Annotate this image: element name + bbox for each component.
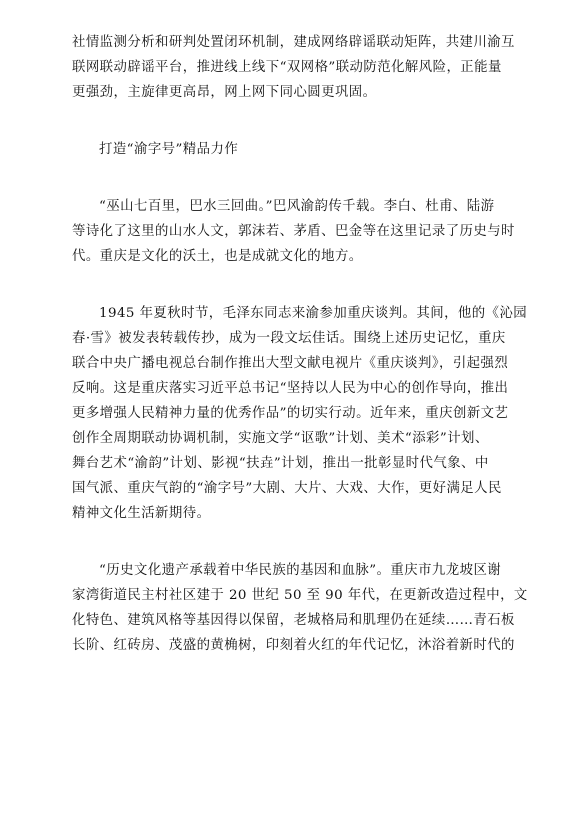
text-line: 更多增强人民精神力量的优秀作品”的切实行动。近年来，重庆创新文艺 [72,406,509,421]
article-body [72,30,528,658]
text-line: 1945 年夏秋时节，毛泽东同志来渝参加重庆谈判。其间，他的《沁园 [99,306,528,321]
text-line: “巫山七百里，巴水三回曲。”巴风渝韵传千载。李白、杜甫、陆游 [99,199,495,214]
text-line: 等诗化了这里的山水人文，郭沫若、茅盾、巴金等在这里记录了历史与时 [72,224,515,239]
section-heading [72,137,512,162]
paragraph-spacer [72,526,512,558]
text-line: 长阶、红砖房、茂盛的黄桷树，印刻着火红的年代记忆，沐浴着新时代的 [72,638,515,653]
paragraph-chongqing-negotiation [72,301,528,526]
text-line: 社情监测分析和研判处置闭环机制，建成网络辟谣联动矩阵，共建川渝互 [72,35,515,50]
paragraph-spacer [72,105,512,137]
paragraph-heritage [72,558,528,658]
text-line: 化特色、建筑风格等基因得以保留，老城格局和肌理仍在延续……青石板 [72,613,515,628]
text-line: 联合中央广播电视总台制作推出大型文献电视片《重庆谈判》，引起强烈 [72,356,509,371]
paragraph-spacer [72,162,512,194]
text-line: 创作全周期联动协调机制，实施文学“讴歌”计划、美术“添彩”计划、 [72,431,489,446]
text-line: 舞台艺术“渝韵”计划、影视“扶垚”计划，推出一批彰显时代气象、中 [72,456,489,471]
text-line: 代。重庆是文化的沃土，也是成就文化的地方。 [72,249,363,264]
heading-text: 打造“渝字号”精品力作 [99,142,239,157]
paragraph-spacer [72,269,512,301]
text-line: 国气派、重庆气韵的“渝字号”大剧、大片、大戏、大作，更好满足人民 [72,481,502,496]
text-line: 家湾街道民主村社区建于 20 世纪 50 至 90 年代，在更新改造过程中，文 [72,588,528,603]
paragraph-bashu-culture [72,194,515,269]
text-line: 春·雪》被发表转载传抄，成为一段文坛佳话。围绕上述历史记忆，重庆 [72,331,506,346]
text-line: 联网联动辟谣平台，推进线上线下“双网格”联动防范化解风险，正能量 [72,60,502,75]
paragraph-continuation [72,30,515,105]
text-line: “历史文化遗产承载着中华民族的基因和血脉”。重庆市九龙坡区谢 [99,563,502,578]
text-line: 反响。这是重庆落实习近平总书记“坚持以人民为中心的创作导向，推出 [72,381,509,396]
text-line: 精神文化生活新期待。 [72,506,211,521]
text-line: 更强劲，主旋律更高昂，网上网下同心圆更巩固。 [72,85,377,100]
